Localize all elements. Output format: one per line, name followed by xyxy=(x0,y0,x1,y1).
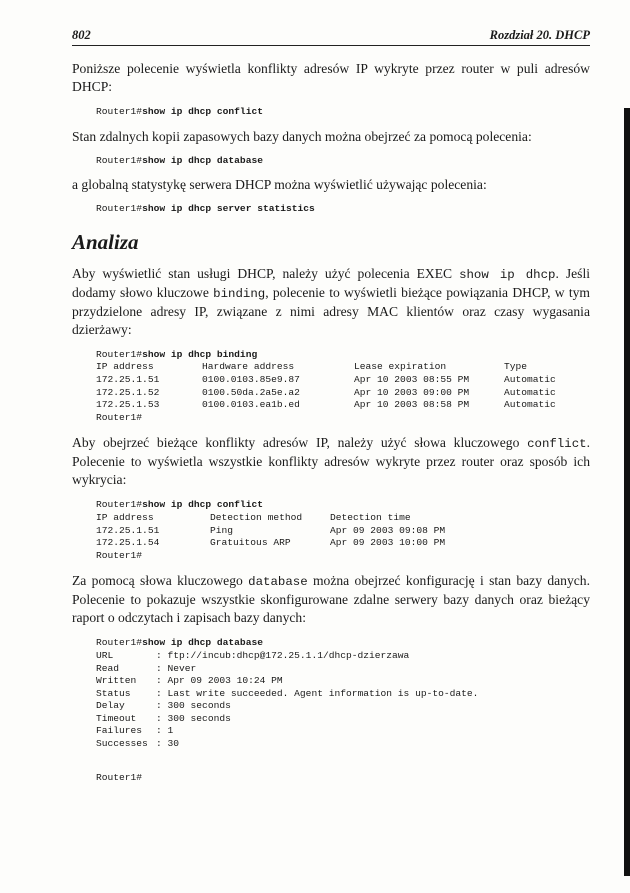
binding-table xyxy=(96,361,556,411)
database-output xyxy=(96,637,590,784)
section-title: Analiza xyxy=(72,229,139,254)
table-cell: 0100.0103.ea1b.ed xyxy=(202,399,300,411)
table-row xyxy=(96,399,556,412)
database-field-row xyxy=(96,713,478,726)
table-cell: Timeout xyxy=(96,712,137,724)
table-header-row xyxy=(96,361,556,374)
table-cell: Successes xyxy=(96,738,148,750)
table-cell: 172.25.1.51 xyxy=(96,524,160,536)
command-text: show ip dhcp conflict xyxy=(142,106,263,117)
prompt: Router1# xyxy=(96,106,143,117)
database-field-row xyxy=(96,700,478,713)
prompt: Router1# xyxy=(96,637,143,649)
table-cell: Gratuitous ARP xyxy=(210,537,291,549)
table-cell: 0100.0103.85e9.87 xyxy=(202,373,300,385)
page-number: 802 xyxy=(72,28,91,42)
table-cell: 172.25.1.52 xyxy=(96,386,160,398)
page xyxy=(72,28,590,784)
inline-code: binding xyxy=(213,286,266,301)
text: . Jeśli dodamy słowo kluczowe xyxy=(72,265,590,300)
text: . Polecenie to wyświetla wszystkie konflikty adresów wykryte przez router oraz sposób ich wykrycia: xyxy=(72,435,590,488)
table-cell: : Never xyxy=(156,662,197,674)
table-cell: IP address xyxy=(96,511,154,523)
command-database xyxy=(96,155,590,168)
table-cell: Apr 10 2003 08:55 PM xyxy=(354,373,470,385)
table-cell: Apr 09 2003 09:08 PM xyxy=(330,524,446,536)
command-text: show ip dhcp conflict xyxy=(142,499,263,511)
command-text: show ip dhcp database xyxy=(142,154,263,166)
conflict-command-line xyxy=(96,499,590,512)
conflict-paragraph xyxy=(72,434,590,489)
table-cell: Type xyxy=(504,361,528,373)
table-cell: 172.25.1.51 xyxy=(96,373,160,385)
chapter-title: Rozdział 20. DHCP xyxy=(489,28,590,42)
table-cell: Apr 10 2003 09:00 PM xyxy=(354,386,470,398)
table-cell: Status xyxy=(96,687,131,699)
binding-paragraph xyxy=(72,265,590,339)
database-field-row xyxy=(96,738,478,751)
text: Aby obejrzeć bieżące konflikty adresów IP, należy użyć słowa kluczowego xyxy=(72,435,528,451)
page-header xyxy=(72,28,590,46)
table-cell: 0100.50da.2a5e.a2 xyxy=(202,386,300,398)
table-cell: URL xyxy=(96,649,114,661)
command-text: show ip dhcp server statistics xyxy=(142,203,315,215)
intro-paragraph-3: a globalną statystykę serwera DHCP można wyświetlić używając polecenia: xyxy=(72,177,487,193)
inline-code: database xyxy=(248,575,308,590)
table-cell: Read xyxy=(96,662,120,674)
table-cell: 172.25.1.53 xyxy=(96,399,160,411)
command-conflict xyxy=(96,106,590,119)
prompt: Router1# xyxy=(96,154,143,166)
table-cell: Ping xyxy=(210,524,234,536)
table-cell: Lease expiration xyxy=(354,361,447,373)
intro-paragraph-1: Poniższe polecenie wyświetla konflikty adresów IP wykryte przez router w puli adresów DHCP: xyxy=(72,61,590,94)
table-cell: Delay xyxy=(96,700,125,712)
end-prompt: Router1# xyxy=(96,411,143,423)
database-table xyxy=(96,650,478,751)
database-paragraph xyxy=(72,572,590,627)
table-cell: : Last write succeeded. Agent information is up-to-date. xyxy=(156,687,479,699)
conflict-table xyxy=(96,512,445,550)
database-field-row xyxy=(96,688,478,701)
database-field-row xyxy=(96,675,478,688)
table-cell: 172.25.1.54 xyxy=(96,537,160,549)
table-cell: : ftp://incub:dhcp@172.25.1.1/dhcp-dzierzawa xyxy=(156,649,410,661)
table-row xyxy=(96,525,445,538)
text: Aby wyświetlić stan usługi DHCP, należy użyć polecenia EXEC xyxy=(72,265,460,281)
table-cell: : Apr 09 2003 10:24 PM xyxy=(156,675,283,687)
database-command-line xyxy=(96,637,590,650)
table-cell: : 300 seconds xyxy=(156,712,231,724)
table-cell: Hardware address xyxy=(202,361,295,373)
conflict-output xyxy=(96,499,590,562)
table-cell: Detection method xyxy=(210,511,303,523)
database-field-row xyxy=(96,650,478,663)
command-text: show ip dhcp database xyxy=(142,637,263,649)
table-cell: Failures xyxy=(96,725,143,737)
table-cell: Automatic xyxy=(504,373,556,385)
binding-output xyxy=(96,349,590,425)
prompt: Router1# xyxy=(96,499,143,511)
prompt: Router1# xyxy=(96,203,143,215)
table-cell: Apr 09 2003 10:00 PM xyxy=(330,537,446,549)
command-server-statistics xyxy=(96,203,590,216)
inline-code: conflict xyxy=(527,437,587,452)
text: można obejrzeć konfigurację i stan bazy danych. Polecenie to pokazuje wszystkie skonfigurowane zdalne serwery bazy danych oraz bieżący raport o odczytach i zapisach bazy danych: xyxy=(72,573,590,626)
database-field-row xyxy=(96,663,478,676)
table-cell: Detection time xyxy=(330,511,411,523)
end-prompt: Router1# xyxy=(96,771,143,783)
table-cell: Automatic xyxy=(504,399,556,411)
page-edge-bar xyxy=(624,108,630,876)
table-cell: : 30 xyxy=(156,738,180,750)
binding-command-line xyxy=(96,349,590,362)
table-cell: : 300 seconds xyxy=(156,700,231,712)
table-row xyxy=(96,537,445,550)
text: , polecenie to wyświetli bieżące powiązania DHCP, w tym przydzielone adresy IP, związane z nimi adresy MAC klientów oraz czasy wygasania dzierżawy: xyxy=(72,284,590,337)
text: Za pomocą słowa kluczowego xyxy=(72,573,249,589)
table-row xyxy=(96,387,556,400)
table-cell: : 1 xyxy=(156,725,174,737)
table-cell: Written xyxy=(96,675,137,687)
inline-code: show ip dhcp xyxy=(459,267,556,282)
table-cell: IP address xyxy=(96,361,154,373)
table-cell: Apr 10 2003 08:58 PM xyxy=(354,399,470,411)
intro-paragraph-2: Stan zdalnych kopii zapasowych bazy danych można obejrzeć za pomocą polecenia: xyxy=(72,128,532,144)
database-field-row xyxy=(96,725,478,738)
prompt: Router1# xyxy=(96,348,143,360)
command-text: show ip dhcp binding xyxy=(142,348,258,360)
table-header-row xyxy=(96,512,445,525)
table-cell: Automatic xyxy=(504,386,556,398)
table-row xyxy=(96,374,556,387)
end-prompt: Router1# xyxy=(96,549,143,561)
